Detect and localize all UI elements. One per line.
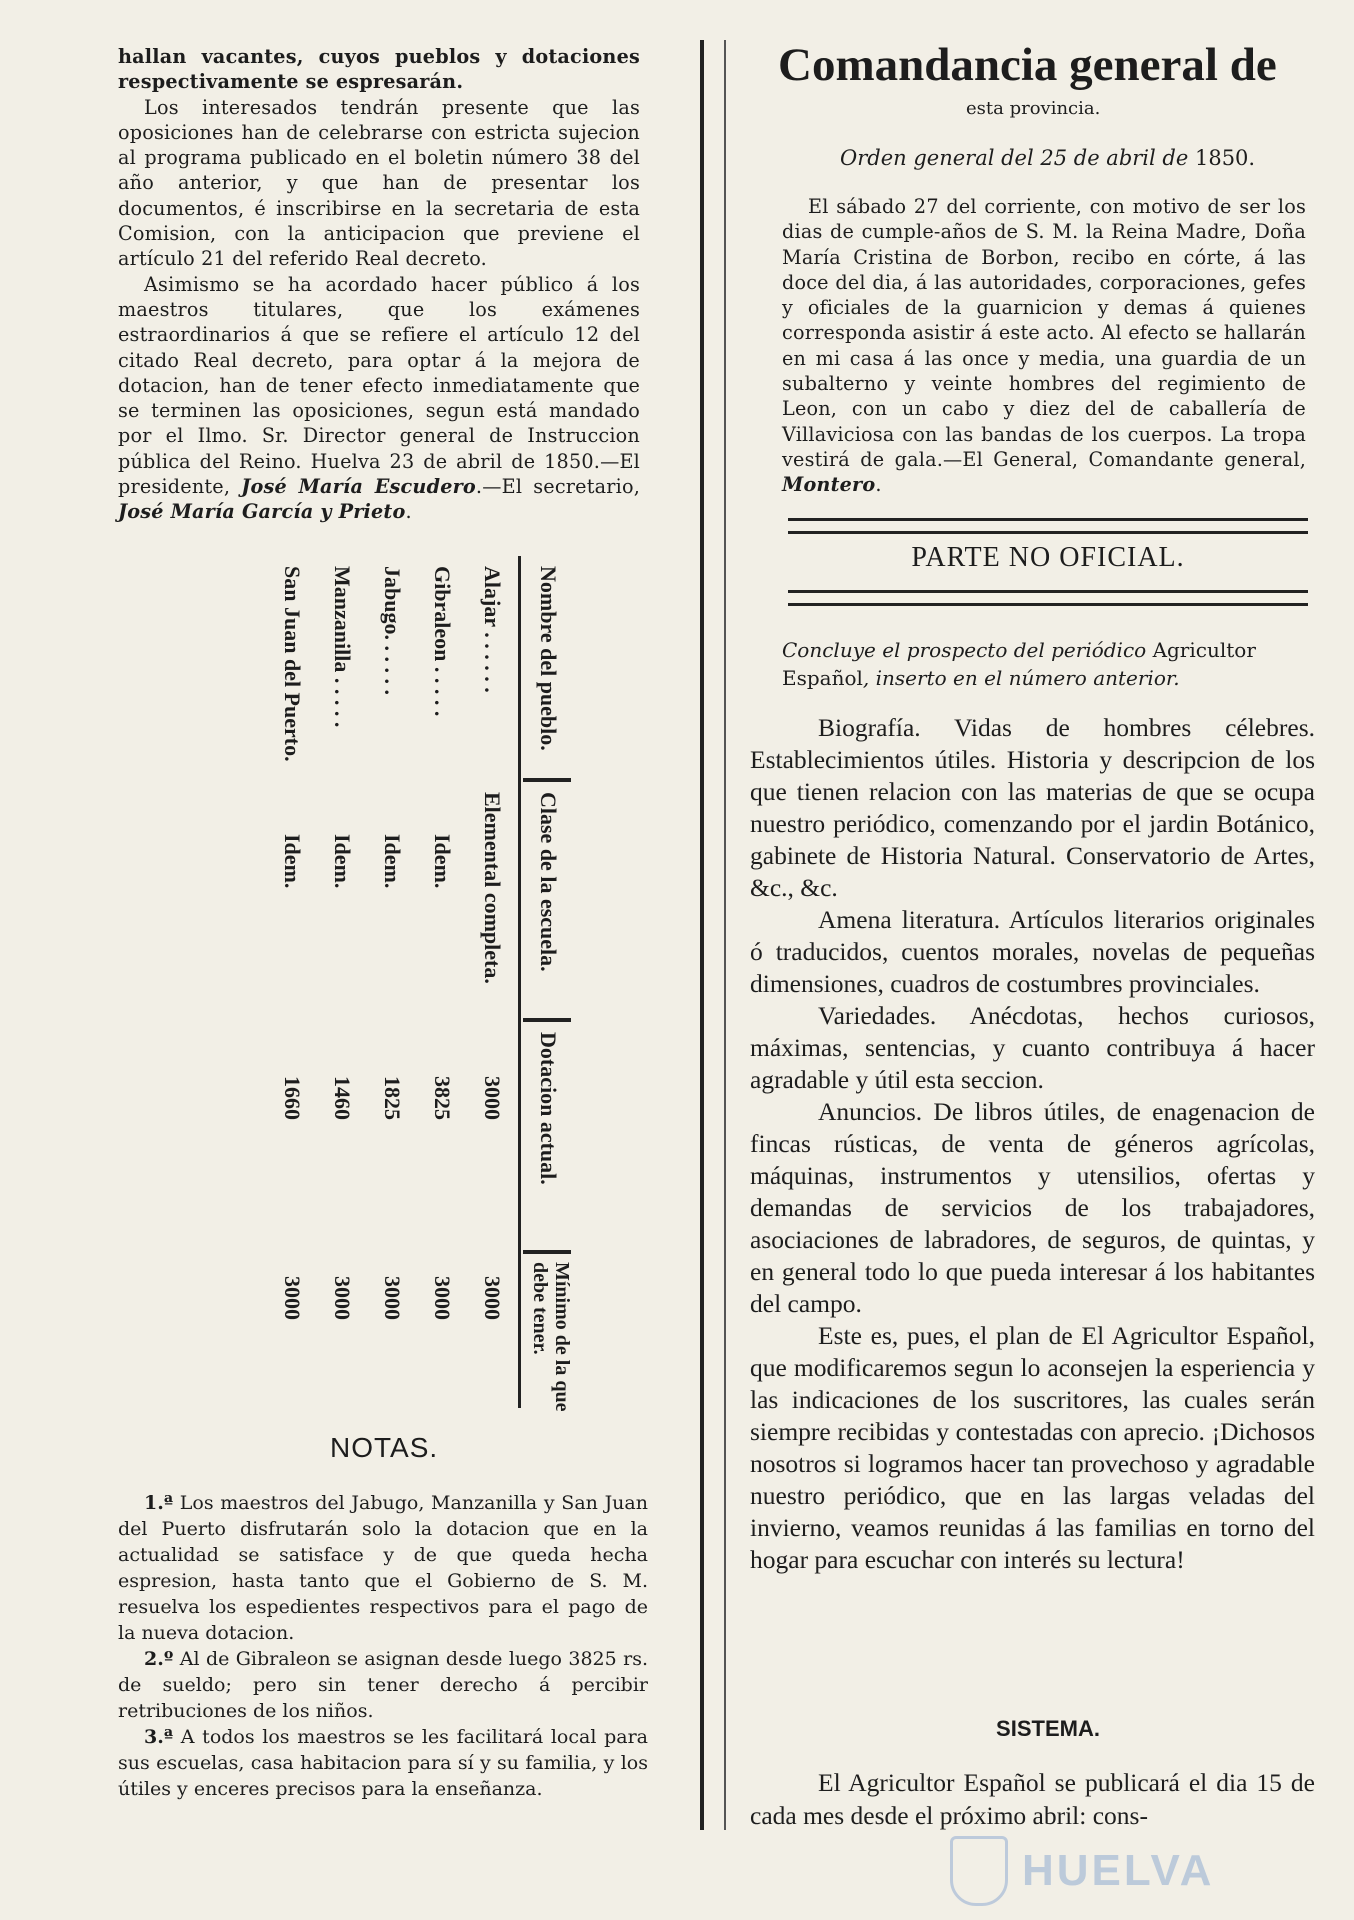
table-cell-dotacion: 3825 xyxy=(430,1076,455,1120)
paragraph-sistema: El Agricultor Español se publicará el dia 15 de cada mes desde el próximo abril: cons- xyxy=(750,1768,1315,1830)
coat-of-arms-icon xyxy=(950,1836,1008,1906)
notas-section xyxy=(118,1490,648,1802)
notas-title: NOTAS. xyxy=(330,1432,439,1463)
table-header-dotacion: Dotacion actual. xyxy=(536,1032,561,1185)
double-rule-top xyxy=(788,518,1308,534)
table-header-pueblo: Nombre del pueblo. xyxy=(536,566,561,751)
left-paragraph-3: Asimismo se ha acordado hacer público á los maestros titulares, que los exámenes estraordinarios á que se refiere el artículo 12 del citado Real decreto, para optar á la mejora de dotacion, han de tener efecto inmediatamente que se terminen las oposiciones, segun está mandado por el Ilmo. Sr. Director general de Instruccion pública del Reino. Huelva 23 de abril de 1850.—El presidente, José María Escudero.—El secretario, José María García y Prieto. xyxy=(118,272,641,524)
table-cell-pueblo: Gibraleon . . . . . xyxy=(430,566,455,717)
sistema-heading: SISTEMA. xyxy=(996,1716,1100,1741)
table-cell-minimo: 3000 xyxy=(380,1276,405,1320)
parte-no-oficial-heading: PARTE NO OFICIAL. xyxy=(911,542,1185,573)
left-paragraph-1: hallan vacantes, cuyos pueblos y dotaciones respectivamente se espresarán. xyxy=(118,45,640,94)
table-header-divider xyxy=(523,778,571,782)
column-divider-left xyxy=(700,40,704,1830)
table-cell-dotacion: 1460 xyxy=(330,1076,355,1120)
concluye-intro: Concluye el prospecto del periódico Agricultor Español, inserto en el número anterior. xyxy=(782,638,1256,690)
table-header-rule xyxy=(518,556,521,1408)
table-cell-minimo: 3000 xyxy=(430,1276,455,1320)
table-cell-minimo: 3000 xyxy=(480,1276,505,1320)
table-cell-clase: Idem. xyxy=(330,834,355,889)
table-cell-clase: Elemental completa. xyxy=(480,792,505,984)
table-header-clase: Clase de la escuela. xyxy=(536,792,561,972)
paragraph-anuncios: Anuncios. De libros útiles, de enagenacion de fincas rústicas, de venta de géneros agrícolas, máquinas, instrumentos y utensilios, ofertas y demandas de servicios de los trabajadores, asociaciones de labradores, de seguros, de quintas, y en general todo lo que pueda interesar á los habitantes del campo. xyxy=(750,1097,1315,1318)
paragraph-plan: Este es, pues, el plan de El Agricultor Español, que modificaremos segun lo aconsejen la esperiencia y las indicaciones de los suscritores, las cuales serán siempre recibidas y contestadas con aprecio. ¡Dichosos nosotros si logramos hacer tan provechoso y agradable nuestro periódico, que en las largas veladas del invierno, veamos reunidas á las familias en torno del hogar para escuchar con interés su lectura! xyxy=(750,1321,1315,1574)
section-subheading: esta provincia. xyxy=(966,98,1101,119)
paragraph-variedades: Variedades. Anécdotas, hechos curiosos, máximas, sentencias, y cuanto contribuya á hacer agradable y útil esta seccion. xyxy=(750,1001,1315,1094)
sistema-body xyxy=(750,1766,1315,1832)
orden-title: Orden general del 25 de abril de 1850. xyxy=(840,146,1256,170)
table-cell-pueblo: San Juan del Puerto. xyxy=(280,566,305,762)
left-paragraph-2: Los interesados tendrán presente que las oposiciones han de celebrarse con estricta sujecion al programa publicado en el boletin número 38 del año anterior, y que han de presentar los documentos, é inscribirse en la secretaria de esta Comision, con la anticipacion que previene el artículo 21 del referido Real decreto. xyxy=(118,95,640,271)
table-cell-dotacion: 1825 xyxy=(380,1076,405,1120)
table-cell-dotacion: 3000 xyxy=(480,1076,505,1120)
table-cell-clase: Idem. xyxy=(280,834,305,889)
nota-2: 2.º Al de Gibraleon se asignan desde luego 3825 rs. de sueldo; pero sin tener derecho á percibir retribuciones de los niños. xyxy=(118,1648,648,1722)
table-header-divider xyxy=(523,1018,571,1022)
table-cell-minimo: 3000 xyxy=(280,1276,305,1320)
huelva-watermark xyxy=(950,1836,1214,1906)
table-header-minimo: Mínimo de la que debe tener. xyxy=(529,1262,573,1412)
table-cell-dotacion: 1660 xyxy=(280,1076,305,1120)
paragraph-amena: Amena literatura. Artículos literarios originales ó traducidos, cuentos morales, novelas de pequeñas dimensiones, cuadros de costumbres provinciales. xyxy=(750,905,1315,998)
watermark-text: HUELVA xyxy=(1022,1846,1215,1895)
table-cell-minimo: 3000 xyxy=(330,1276,355,1320)
schools-table xyxy=(113,556,575,1412)
table-cell-pueblo: Jabugo. . . . . . xyxy=(380,566,405,695)
table-cell-pueblo: Alajar . . . . . . xyxy=(480,566,505,693)
table-header-divider xyxy=(523,1250,571,1254)
paragraph-biografia: Biografía. Vidas de hombres célebres. Establecimientos útiles. Historia y descripcion de los que tienen relacion con las materias de que se ocupa nuestro periódico, comenzando por el jardin Botánico, gabinete de Historia Natural. Conservatorio de Artes, &c., &c. xyxy=(750,713,1315,902)
orden-body: El sábado 27 del corriente, con motivo de ser los dias de cumple-años de S. M. la Reina Madre, Doña María Cristina de Borbon, recibo en córte, á las doce del dia, á las autoridades, corporaciones, gefes y oficiales de la guarnicion y demas á quienes corresponda asistir á este acto. Al efecto se hallarán en mi casa á las once y media, una guardia de un subalterno y veinte hombres del regimiento de Leon, con un cabo y diez del de caballería de Villaviciosa con las bandas de los cuerpos. La tropa vestirá de gala.—El General, Comandante general, Montero. xyxy=(782,195,1306,497)
column-divider-right xyxy=(724,40,726,1830)
table-cell-clase: Idem. xyxy=(380,834,405,889)
nota-1: 1.ª Los maestros del Jabugo, Manzanilla y San Juan del Puerto disfrutarán solo la dotacion que en la actualidad se satisface y de que queda hecha espresion, hasta tanto que el Gobierno de S. M. resuelva los espedientes respectivos para el pago de la nueva dotacion. xyxy=(118,1492,648,1644)
double-rule-bottom xyxy=(788,590,1308,606)
table-cell-pueblo: Manzanilla . . . . . xyxy=(330,566,355,728)
section-heading: Comandancia general de xyxy=(778,39,1277,91)
prospecto-body xyxy=(750,712,1315,1576)
table-cell-clase: Idem. xyxy=(430,834,455,889)
nota-3: 3.ª A todos los maestros se les facilitará local para sus escuelas, casa habitacion para sí y su familia, y los útiles y enceres precisos para la enseñanza. xyxy=(118,1726,648,1800)
